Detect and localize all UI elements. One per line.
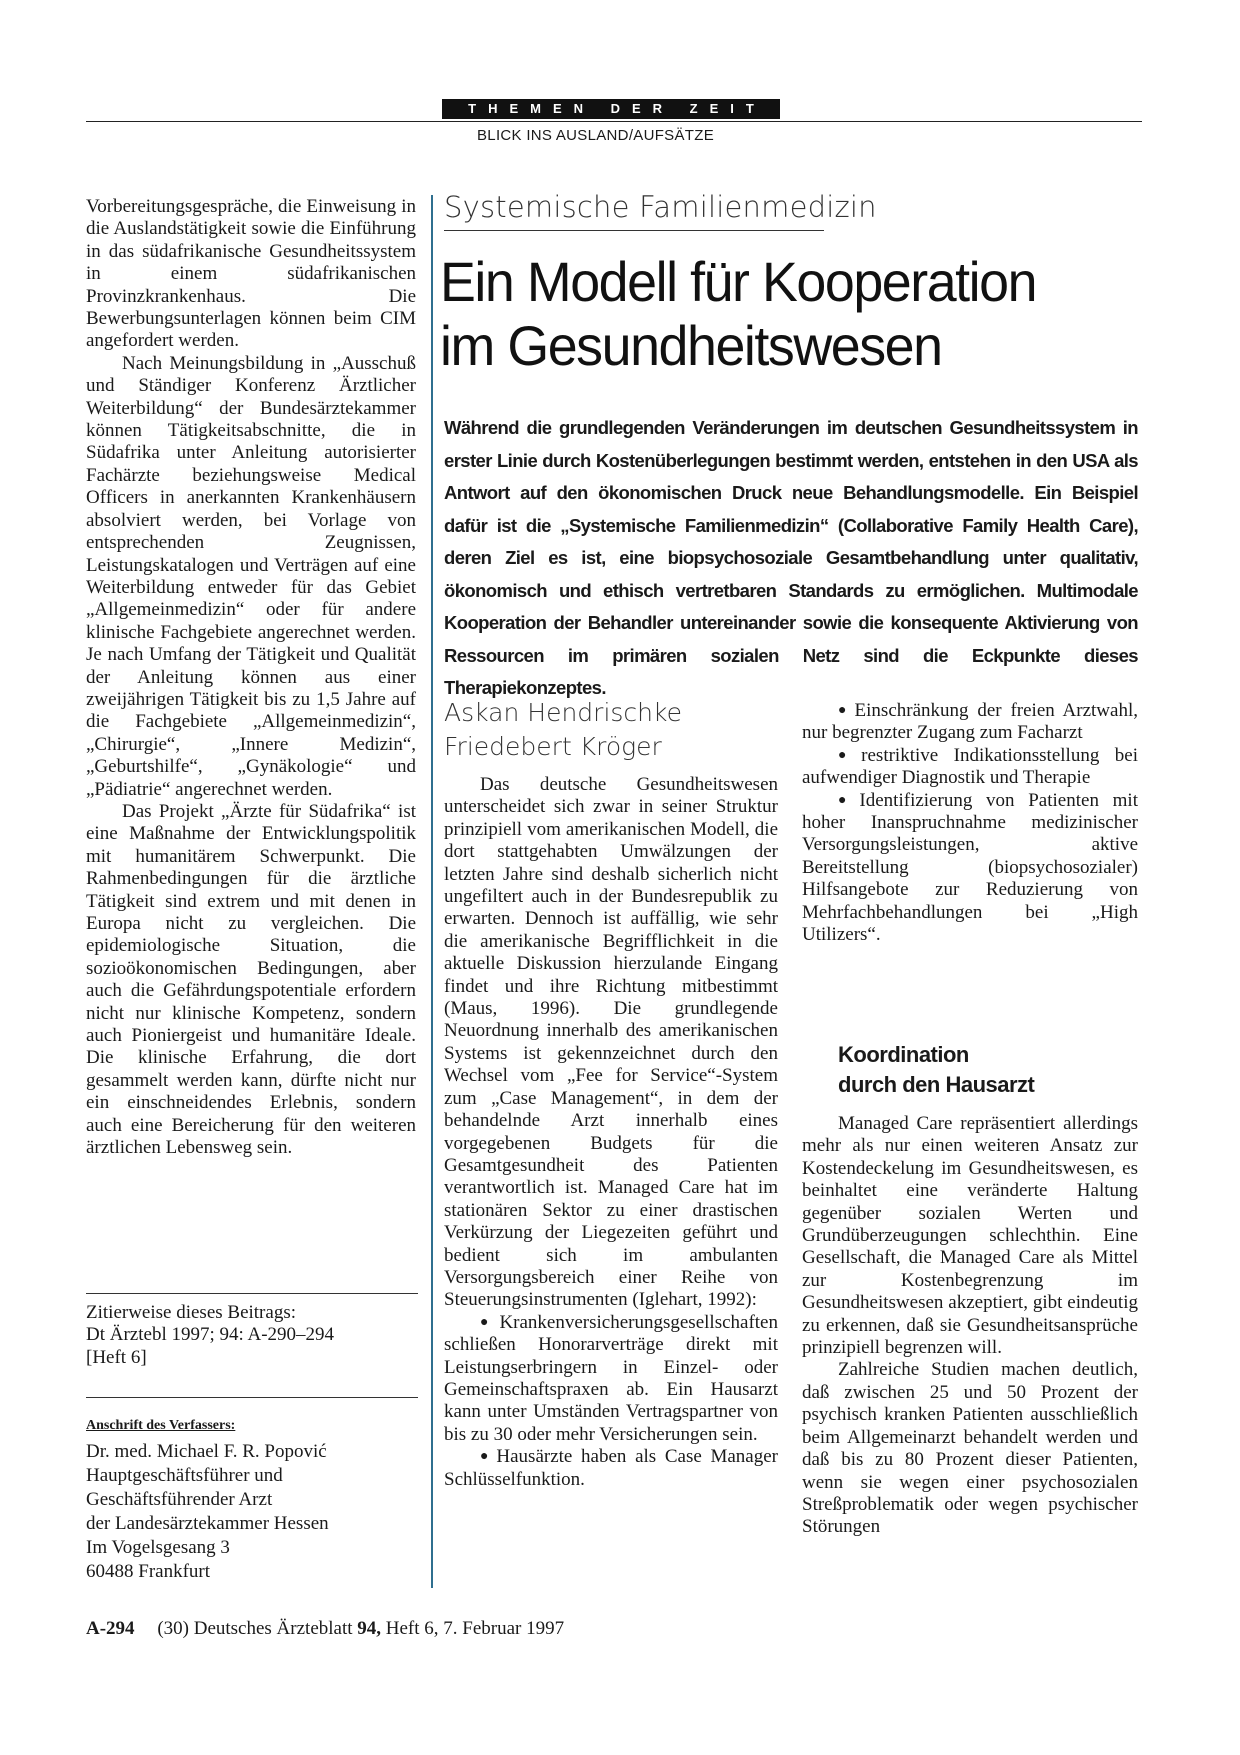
right-column-bottom	[802, 1113, 1138, 1539]
section-subtitle: BLICK INS AUSLAND/AUFSÄTZE	[477, 127, 715, 144]
bullet-item: ● Krankenversicherungsgesellschaften schließen Honorarverträge direkt mit Leistungserbringern in Einzel- oder Gemeinschaftspraxen ab. Ein Hausarzt kann unter Umständen Vertragspartner von bis zu 30 oder mehr Versicherungen sein.	[444, 1312, 778, 1446]
citation-block	[86, 1302, 416, 1369]
paragraph: Managed Care repräsentiert allerdings mehr als nur einen weiteren Ansatz zur Kostendeckelung im Gesundheitswesen, es beinhaltet eine veränderte Haltung gegenüber sozialen Werten und Grundüberzeugungen schlechthin. Eine Gesellschaft, die Managed Care als Mittel zur Kostenbegrenzung im Gesundheitswesen akzeptiert, gibt eindeutig zu erkennen, daß sie Gesundheitsansprüche prinzipiell begrenzen will.	[802, 1113, 1138, 1359]
address-line: Im Vogelsgesang 3	[86, 1537, 230, 1558]
citation-issue: [Heft 6]	[86, 1346, 147, 1368]
divider	[86, 1293, 418, 1294]
author-name: Askan Hendrischke	[444, 698, 682, 727]
citation-reference: Dt Ärztebl 1997; 94: A-290–294	[86, 1324, 335, 1346]
heading-line: durch den Hausarzt	[838, 1072, 1035, 1097]
article-lead: Während die grundlegenden Veränderungen im deutschen Gesundheitssystem in erster Linie durch Kostenüberlegungen bestimmt werden, entstehen in den USA als Antwort auf den ökonomischen Druck neue Behandlungsmodelle. Ein Beispiel dafür ist die „Systemische Familienmedizin“ (Collaborative Family Health Care), deren Ziel es ist, eine biopsychosoziale Gesamtbehandlung unter qualitativ, ökonomisch und ethisch vertretbaren Standards zu ermöglichen. Multimodale Kooperation der Behandler untereinander sowie die konsequente Aktivierung von Ressourcen im primären sozialen Netz sind die Eckpunkte dieses Therapiekonzeptes.	[444, 417, 1138, 698]
article-kicker: Systemische Familienmedizin	[444, 190, 877, 224]
right-column-top	[802, 700, 1138, 946]
address-line: Hauptgeschäftsführer und	[86, 1465, 283, 1486]
column-divider	[431, 195, 433, 1588]
bullet-item: ● Identifizierung von Patienten mit hoher Inanspruchnahme medizinischer Versorgungsleistungen, aktive Bereitstellung (biopsychosozialer) Hilfsangebote zur Reduzierung von Mehrfachbehandlungen bei „High Utilizers“.	[802, 790, 1138, 947]
author-name: Friedebert Kröger	[444, 732, 662, 761]
authors	[444, 696, 774, 764]
title-line: Ein Modell für Kooperation	[440, 250, 1037, 313]
kicker-rule	[444, 230, 824, 231]
section-banner: THEMEN DER ZEIT	[442, 99, 780, 119]
paragraph: Das Projekt „Ärzte für Südafrika“ ist eine Maßnahme der Entwicklungspolitik mit humanitärem Schwerpunkt. Die Rahmenbedingungen für die ärztliche Tätigkeit sind extrem und mit denen in Europa nicht zu vergleichen. Die epidemiologische Situation, die sozioökonomischen Bedingungen, aber auch die Gefährdungspotentiale erfordern nicht nur klinische Kompetenz, sondern auch Pioniergeist und humanitäre Ideale. Die klinische Erfahrung, die dort gesammelt werden kann, dürfte nicht nur ein einschneidendes Erlebnis, sondern auch eine Bereicherung für den weiteren ärztlichen Lebensweg sein.	[86, 800, 416, 1159]
left-column	[86, 196, 416, 1159]
bullet-item: ● Hausärzte haben als Case Manager Schlüsselfunktion.	[444, 1446, 778, 1491]
paragraph: Zahlreiche Studien machen deutlich, daß zwischen 25 und 50 Prozent der psychisch kranken Patienten ausschließlich beim Allgemeinarzt behandelt werden und daß bis zu 80 Prozent dieser Patienten, wenn sie wegen einer psychosozialen Streßproblematik oder wegen psychischer Störungen	[802, 1359, 1138, 1538]
section-heading	[838, 1040, 1138, 1100]
journal-name: (30) Deutsches Ärzteblatt	[157, 1618, 353, 1639]
address-line: der Landesärztekammer Hessen	[86, 1513, 329, 1534]
address-label: Anschrift des Verfassers:	[86, 1418, 236, 1433]
citation-label: Zitierweise dieses Beitrags:	[86, 1302, 296, 1323]
journal-issue: Heft 6, 7. Februar 1997	[385, 1618, 565, 1639]
address-line: 60488 Frankfurt	[86, 1561, 211, 1582]
title-line: im Gesundheitswesen	[440, 314, 942, 377]
paragraph: Vorbereitungsgespräche, die Einweisung in die Auslandstätigkeit sowie die Einführung in das südafrikanische Gesundheitssystem in einem südafrikanischen Provinzkrankenhaus. Die Bewerbungsunterlagen können beim CIM angefordert werden.	[86, 196, 416, 352]
article-title	[440, 250, 1112, 378]
bullet-item: ● Einschränkung der freien Arztwahl, nur begrenzter Zugang zum Facharzt	[802, 700, 1138, 745]
heading-line: Koordination	[838, 1042, 969, 1067]
bullet-item: ● restriktive Indikationsstellung bei aufwendiger Diagnostik und Therapie	[802, 745, 1138, 790]
address-line: Dr. med. Michael F. R. Popović	[86, 1441, 327, 1462]
author-address	[86, 1440, 416, 1584]
journal-volume: 94,	[357, 1618, 382, 1639]
header-rule	[86, 121, 1142, 122]
divider	[86, 1397, 418, 1398]
paragraph: Nach Meinungsbildung in „Ausschuß und Ständiger Konferenz Ärztlicher Weiterbildung“ der Bundesärztekammer können Tätigkeitsabschnitte, die in Südafrika unter Anleitung autorisierter Fachärzte beziehungsweise Medical Officers in anerkannten Krankenhäusern absolviert werden, bei Vorlage von entsprechenden Zeugnissen, Leistungskatalogen und Verträgen auf eine Weiterbildung entweder für das Gebiet „Allgemeinmedizin“ oder für andere klinische Fachgebiete angerechnet werden. Je nach Umfang der Tätigkeit und Qualität der Anleitung können aus einer zweijährigen Tätigkeit bis zu 1,5 Jahre auf die Fachgebiete „Allgemeinmedizin“, „Chirurgie“, „Innere Medizin“, „Geburtshilfe“, „Gynäkologie“ und „Pädiatrie“ angerechnet werden.	[86, 352, 416, 800]
address-line: Geschäftsführender Arzt	[86, 1489, 273, 1510]
paragraph: Das deutsche Gesundheitswesen unterscheidet sich zwar in seiner Struktur prinzipiell vom amerikanischen Modell, die dort stattgehabten Umwälzungen der letzten Jahre sind deshalb sicherlich nicht ungefiltert auch in der Bundesrepublik zu erwarten. Dennoch ist auffällig, wie sehr die amerikanische Begrifflichkeit in die aktuelle Diskussion hierzulande Eingang findet und ihre Richtung mitbestimmt (Maus, 1996). Die grundlegende Neuordnung innerhalb des amerikanischen Systems ist gekennzeichnet durch den Wechsel vom „Fee for Service“-System zum „Case Management“, in dem der behandelnde Arzt innerhalb eines vorgegebenen Budgets für die Gesamtgesundheit des Patienten verantwortlich ist. Managed Care hat im stationären Sektor zu einer drastischen Verkürzung der Liegezeiten geführt und bedient sich im ambulanten Versorgungsbereich einer Reihe von Steuerungsinstrumenten (Iglehart, 1992):	[444, 774, 778, 1311]
page-number: A-294	[86, 1618, 135, 1639]
page-footer	[86, 1618, 786, 1640]
middle-column	[444, 774, 778, 1491]
